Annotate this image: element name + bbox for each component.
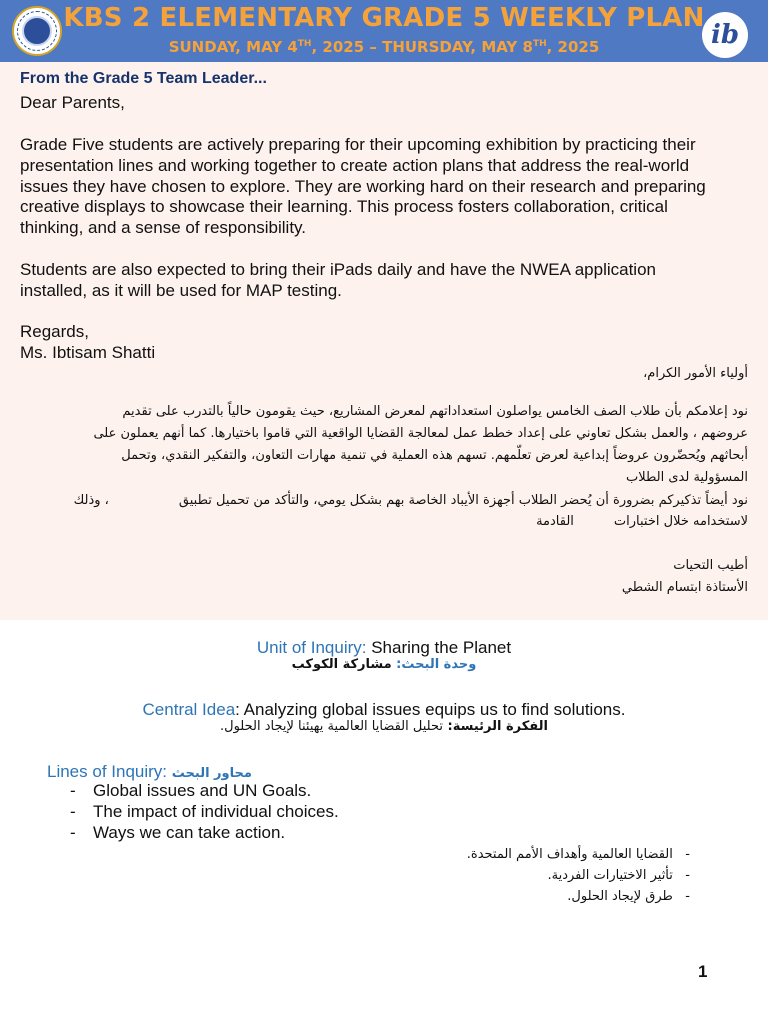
arabic-paragraph-1-line-4: المسؤولية لدى الطلاب	[626, 470, 748, 485]
header-banner	[0, 0, 768, 62]
letter-heading: From the Grade 5 Team Leader...	[20, 70, 267, 87]
unit-arabic-value: مشاركة الكوكب	[291, 657, 392, 672]
list-item	[70, 823, 285, 843]
unit-value: Sharing the Planet	[371, 638, 512, 657]
arabic-greeting: أولياء الأمور الكرام،	[643, 366, 748, 381]
letter-greeting: Dear Parents,	[20, 93, 125, 112]
date-end-suffix: TH	[532, 39, 547, 49]
list-item	[567, 887, 690, 907]
date-start-suffix: TH	[297, 39, 312, 49]
central-idea-arabic	[0, 719, 768, 734]
arabic-paragraph-1-line-2: عروضهم ، والعمل بشكل تعاوني على إعداد خطط عمل لمعالجة القضايا الواقعية التي قاموا باختيارها. كما أنهم يعملون على	[93, 426, 748, 441]
central-idea-value: Analyzing global issues equips us to find solutions.	[243, 700, 626, 719]
letter-paragraph-1: Grade Five students are actively preparing for their upcoming exhibition by practicing their presentation lines and working together to create action plans that address the real-world issues they have chosen to explore. They are working hard on their research and preparing creative displays to showcase their learning. This process fosters collaboration, critical thinking, and a sense of responsibility.	[20, 135, 706, 238]
list-item	[70, 802, 339, 822]
lines-of-inquiry-arabic-label: محاور البحث	[171, 766, 252, 781]
list-bullet: -	[70, 802, 76, 821]
letter-closing: Regards,	[20, 322, 89, 341]
plan-date-range	[0, 38, 768, 56]
list-bullet: -	[685, 868, 690, 883]
arabic-signature: الأستاذة ابتسام الشطي	[621, 580, 748, 595]
date-end: , 2025	[546, 38, 600, 56]
list-bullet: -	[685, 847, 690, 862]
arabic-paragraph-2-line-2-tail: القادمة	[536, 514, 574, 529]
date-middle: , 2025 – THURSDAY, MAY 8	[311, 38, 533, 56]
list-item	[70, 781, 311, 801]
date-start: SUNDAY, MAY 4	[168, 38, 298, 56]
lines-of-inquiry-label: Lines of Inquiry:	[47, 762, 172, 781]
list-bullet: -	[70, 823, 76, 842]
central-idea-arabic-value: تحليل القضايا العالمية يهيئنا لإيجاد الحلول.	[220, 719, 443, 734]
unit-arabic-label: وحدة البحث:	[391, 657, 477, 672]
unit-of-inquiry-arabic	[0, 657, 768, 672]
central-idea	[0, 700, 768, 720]
line-of-inquiry-2: The impact of individual choices.	[93, 802, 339, 821]
arabic-closing: أطيب التحيات	[673, 558, 748, 573]
central-idea-colon: :	[235, 700, 244, 719]
unit-of-inquiry	[0, 638, 768, 658]
list-bullet: -	[70, 781, 76, 800]
arabic-paragraph-2-line-1-main: نود أيضاً تذكيركم بضرورة أن يُحضر الطلاب أجهزة الأيباد الخاصة بهم بشكل يومي، والتأكد من تحميل تطبيق	[178, 493, 748, 508]
arabic-line-of-inquiry-1: القضايا العالمية وأهداف الأمم المتحدة.	[466, 847, 673, 862]
line-of-inquiry-1: Global issues and UN Goals.	[93, 781, 312, 800]
arabic-paragraph-2-line-2-main: لاستخدامه خلال اختبارات	[613, 514, 748, 529]
central-idea-label: Central Idea	[142, 700, 236, 719]
arabic-paragraph-2-line-1-tail: ، وذلك	[73, 493, 109, 508]
letter-paragraph-2: Students are also expected to bring their iPads daily and have the NWEA application installed, as it will be used for MAP testing.	[20, 260, 656, 300]
line-of-inquiry-3: Ways we can take action.	[93, 823, 286, 842]
arabic-paragraph-2-line-2	[536, 512, 748, 532]
page-number: 1	[698, 962, 708, 981]
arabic-line-of-inquiry-3: طرق لإيجاد الحلول.	[567, 889, 673, 904]
ib-logo: ib	[702, 12, 748, 58]
unit-label: Unit of Inquiry:	[256, 638, 372, 657]
plan-title: KBS 2 ELEMENTARY GRADE 5 WEEKLY PLAN	[63, 3, 705, 33]
arabic-paragraph-1-line-1: نود إعلامكم بأن طلاب الصف الخامس يواصلون استعداداتهم لمعرض المشاريع، حيث يقومون حالياً بالتدرب على تقديم	[122, 404, 748, 419]
list-item	[548, 866, 691, 886]
list-bullet: -	[685, 889, 690, 904]
arabic-line-of-inquiry-2: تأثير الاختيارات الفردية.	[547, 868, 673, 883]
letter-signature: Ms. Ibtisam Shatti	[20, 343, 156, 362]
lines-of-inquiry-heading	[47, 762, 252, 782]
central-idea-arabic-label: الفكرة الرئيسة:	[442, 719, 548, 734]
arabic-paragraph-2-line-1	[74, 491, 748, 511]
list-item	[467, 845, 690, 865]
arabic-paragraph-1-line-3: أبحاثهم ويُحضّرون عروضاً إبداعية لعرض تعلّمهم. تسهم هذه العملية في تنمية مهارات التعاون، والتفكير النقدي، وتحمل	[121, 448, 748, 463]
